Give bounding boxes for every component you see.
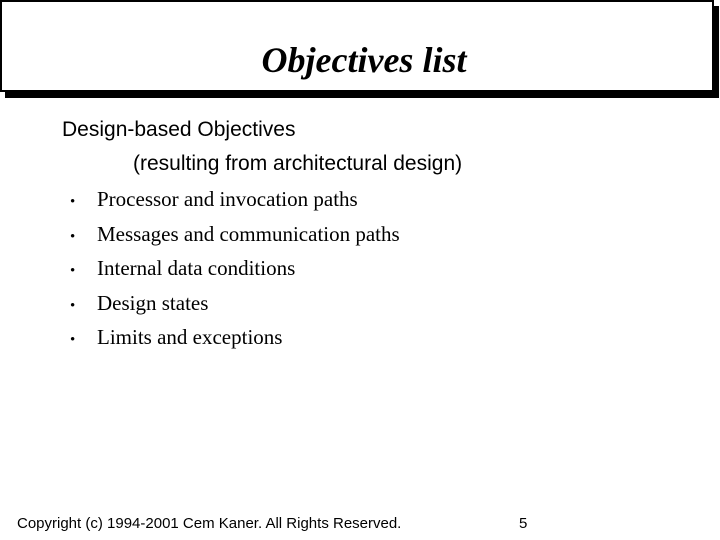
section-heading: Design-based Objectives	[62, 118, 296, 141]
list-item-label: Limits and exceptions	[97, 325, 283, 350]
list-item-label: Messages and communication paths	[97, 221, 400, 246]
list-item-label: Internal data conditions	[97, 256, 296, 281]
bullet-icon: •	[70, 228, 76, 245]
bullet-icon: •	[70, 297, 76, 314]
bullet-icon: •	[70, 263, 76, 280]
page-number: 5	[519, 515, 528, 532]
section-subheading: (resulting from architectural design)	[133, 152, 463, 175]
title-box	[0, 0, 714, 92]
slide-title: Objectives list	[261, 40, 467, 80]
bullet-icon: •	[70, 194, 76, 210]
list-item-label: Design states	[97, 290, 209, 315]
footer-copyright: Copyright (c) 1994-2001 Cem Kaner. All Rights Reserved.	[17, 515, 402, 532]
bullet-icon: •	[70, 332, 76, 349]
list-item-label: Processor and invocation paths	[97, 187, 358, 211]
